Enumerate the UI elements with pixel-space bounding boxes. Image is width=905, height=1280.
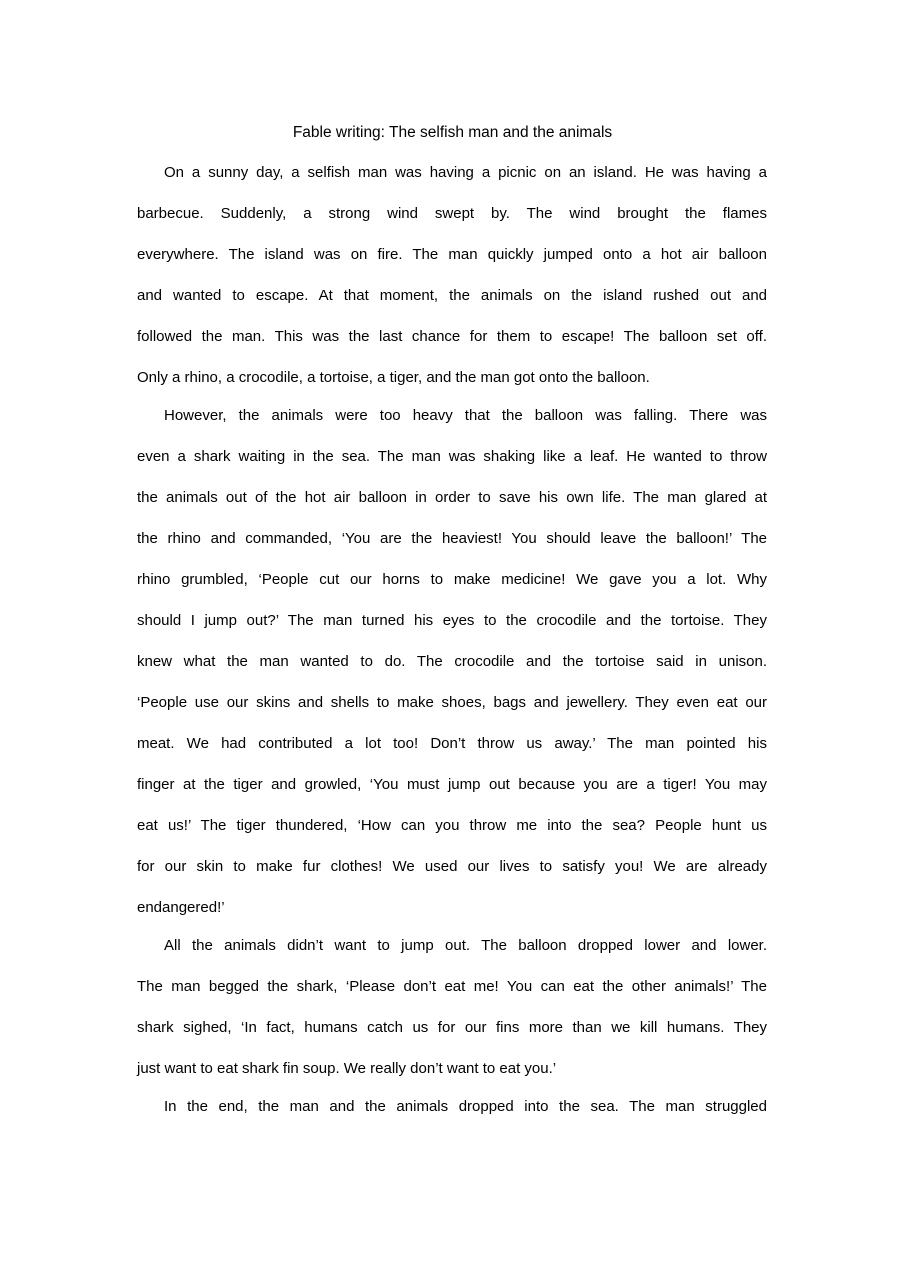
text-line: everywhere. The island was on fire. The man quickly jumped onto a hot air balloon bbox=[137, 246, 767, 263]
document-title: Fable writing: The selfish man and the animals bbox=[292, 124, 613, 141]
paragraph bbox=[137, 405, 767, 938]
text-line: rhino grumbled, ‘People cut our horns to make medicine! We gave you a lot. Why bbox=[137, 571, 767, 588]
text-line: knew what the man wanted to do. The crocodile and the tortoise said in unison. bbox=[137, 653, 767, 670]
text-line: meat. We had contributed a lot too! Don’t throw us away.’ The man pointed his bbox=[137, 735, 767, 752]
text-line: The man begged the shark, ‘Please don’t eat me! You can eat the other animals!’ The bbox=[137, 978, 767, 995]
text-line: the rhino and commanded, ‘You are the heaviest! You should leave the balloon!’ The bbox=[137, 530, 767, 547]
paragraph bbox=[137, 162, 767, 408]
document-body bbox=[137, 162, 767, 1137]
text-line: should I jump out?’ The man turned his eyes to the crocodile and the tortoise. They bbox=[137, 612, 767, 629]
text-line: followed the man. This was the last chance for them to escape! The balloon set off. bbox=[137, 328, 767, 345]
text-line: However, the animals were too heavy that the balloon was falling. There was bbox=[164, 407, 767, 424]
text-line: just want to eat shark fin soup. We really don’t want to eat you.’ bbox=[137, 1060, 557, 1077]
text-line: eat us!’ The tiger thundered, ‘How can you throw me into the sea? People hunt us bbox=[137, 817, 767, 834]
text-line: In the end, the man and the animals dropped into the sea. The man struggled bbox=[164, 1098, 767, 1115]
text-line: Only a rhino, a crocodile, a tortoise, a tiger, and the man got onto the balloon. bbox=[137, 369, 650, 386]
paragraph bbox=[137, 1096, 767, 1137]
text-line: the animals out of the hot air balloon in order to save his own life. The man glared at bbox=[137, 489, 767, 506]
text-line: and wanted to escape. At that moment, the animals on the island rushed out and bbox=[137, 287, 767, 304]
text-line: On a sunny day, a selfish man was having a picnic on an island. He was having a bbox=[164, 164, 767, 181]
text-line: ‘People use our skins and shells to make shoes, bags and jewellery. They even eat our bbox=[137, 694, 767, 711]
text-line: for our skin to make fur clothes! We used our lives to satisfy you! We are already bbox=[137, 858, 767, 875]
text-line: even a shark waiting in the sea. The man was shaking like a leaf. He wanted to throw bbox=[137, 448, 767, 465]
text-line: All the animals didn’t want to jump out. The balloon dropped lower and lower. bbox=[164, 937, 767, 954]
text-line: shark sighed, ‘In fact, humans catch us for our fins more than we kill humans. They bbox=[137, 1019, 767, 1036]
paragraph bbox=[137, 935, 767, 1099]
text-line: finger at the tiger and growled, ‘You must jump out because you are a tiger! You may bbox=[137, 776, 767, 793]
text-line: endangered!’ bbox=[137, 899, 225, 916]
text-line: barbecue. Suddenly, a strong wind swept by. The wind brought the flames bbox=[137, 205, 767, 222]
